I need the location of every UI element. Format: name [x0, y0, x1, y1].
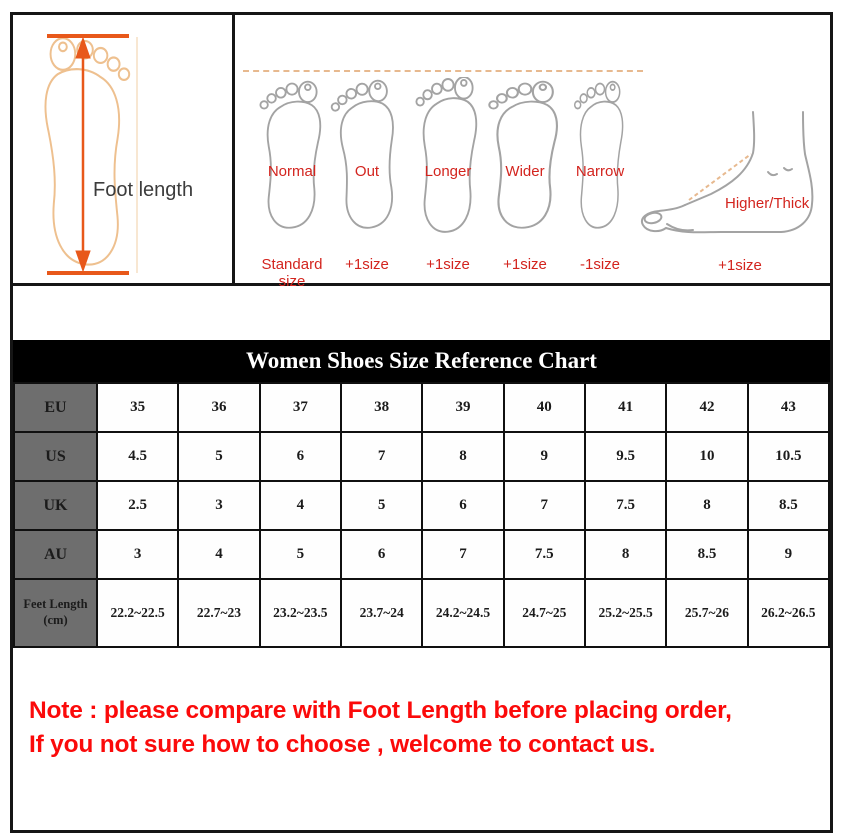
top-section	[13, 15, 830, 290]
size-cell: 7.5	[504, 530, 585, 579]
size-cell: 35	[97, 383, 178, 432]
side-foot-type-label: Higher/Thick	[725, 195, 810, 212]
size-cell: 7	[422, 530, 503, 579]
size-cell: 37	[260, 383, 341, 432]
size-cell: 5	[260, 530, 341, 579]
size-cell: 43	[748, 383, 829, 432]
table-row	[14, 383, 829, 432]
foot-type-label: Normal	[267, 163, 317, 180]
row-header: AU	[14, 530, 97, 579]
size-cell: 9	[748, 530, 829, 579]
foot-figure	[325, 73, 409, 278]
foot-type-label: Longer	[424, 163, 472, 180]
foot-type-label: Out	[354, 163, 380, 180]
size-cell: 9.5	[585, 432, 666, 481]
size-advice-label: -1size	[579, 256, 620, 273]
measure-panel	[13, 15, 235, 283]
size-cell: 8	[666, 481, 747, 530]
image-frame	[10, 12, 833, 833]
size-cell: 39	[422, 383, 503, 432]
size-cell: 6	[422, 481, 503, 530]
size-cell: 7	[341, 432, 422, 481]
foot-length-diagram-icon	[13, 15, 232, 283]
table-row	[14, 432, 829, 481]
size-cell: 10	[666, 432, 747, 481]
size-cell: 22.2~22.5	[97, 579, 178, 647]
row-header: UK	[14, 481, 97, 530]
size-cell: 26.2~26.5	[748, 579, 829, 647]
size-cell: 7.5	[585, 481, 666, 530]
fit-guide-panel	[235, 15, 830, 290]
toe-alignment-dashline	[243, 70, 643, 72]
size-cell: 40	[504, 383, 585, 432]
foot-sole-icon	[250, 77, 334, 235]
table-row	[14, 579, 829, 647]
size-cell: 42	[666, 383, 747, 432]
note-section	[13, 648, 830, 762]
size-cell: 38	[341, 383, 422, 432]
size-cell: 9	[504, 432, 585, 481]
size-cell: 8	[422, 432, 503, 481]
table-row	[14, 481, 829, 530]
size-cell: 23.2~23.5	[260, 579, 341, 647]
foot-figure	[558, 73, 642, 278]
spacer	[13, 286, 830, 340]
size-cell: 10.5	[748, 432, 829, 481]
foot-figure	[483, 73, 567, 278]
size-advice-label: Standard size	[261, 256, 323, 290]
size-cell: 4.5	[97, 432, 178, 481]
size-cell: 5	[178, 432, 259, 481]
foot-sole-icon	[406, 77, 490, 235]
size-cell: 8	[585, 530, 666, 579]
size-cell: 36	[178, 383, 259, 432]
size-cell: 7	[504, 481, 585, 530]
size-cell: 5	[341, 481, 422, 530]
row-header: EU	[14, 383, 97, 432]
foot-type-label: Narrow	[575, 163, 625, 180]
size-chart-title: Women Shoes Size Reference Chart	[13, 340, 830, 382]
size-cell: 41	[585, 383, 666, 432]
size-cell: 8.5	[748, 481, 829, 530]
note-line-2: If you not sure how to choose , welcome to contact us.	[29, 730, 656, 758]
size-cell: 25.7~26	[666, 579, 747, 647]
size-advice-label: +1size	[426, 256, 470, 273]
foot-figure	[406, 73, 490, 278]
row-header: Feet Length (cm)	[14, 579, 97, 647]
size-cell: 4	[260, 481, 341, 530]
side-foot-icon	[633, 108, 831, 243]
size-cell: 23.7~24	[341, 579, 422, 647]
foot-sole-icon	[558, 77, 642, 235]
foot-type-label: Wider	[505, 163, 545, 180]
size-advice-label: +1size	[503, 256, 547, 273]
size-cell: 8.5	[666, 530, 747, 579]
size-cell: 22.7~23	[178, 579, 259, 647]
foot-sole-icon	[483, 77, 567, 235]
size-chart-table	[13, 382, 830, 648]
table-row	[14, 530, 829, 579]
foot-figure	[250, 73, 334, 290]
foot-length-label: Foot length	[93, 179, 194, 201]
size-cell: 25.2~25.5	[585, 579, 666, 647]
size-cell: 24.7~25	[504, 579, 585, 647]
size-cell: 4	[178, 530, 259, 579]
row-header: US	[14, 432, 97, 481]
side-foot-figure	[633, 73, 831, 278]
size-cell: 2.5	[97, 481, 178, 530]
size-cell: 6	[260, 432, 341, 481]
size-cell: 6	[341, 530, 422, 579]
size-cell: 3	[97, 530, 178, 579]
size-advice-label: +1size	[345, 256, 389, 273]
side-size-advice-label: +1size	[718, 257, 762, 274]
size-cell: 3	[178, 481, 259, 530]
foot-sole-icon	[325, 77, 409, 235]
note-line-1: Note : please compare with Foot Length before placing order,	[29, 697, 732, 724]
size-cell: 24.2~24.5	[422, 579, 503, 647]
